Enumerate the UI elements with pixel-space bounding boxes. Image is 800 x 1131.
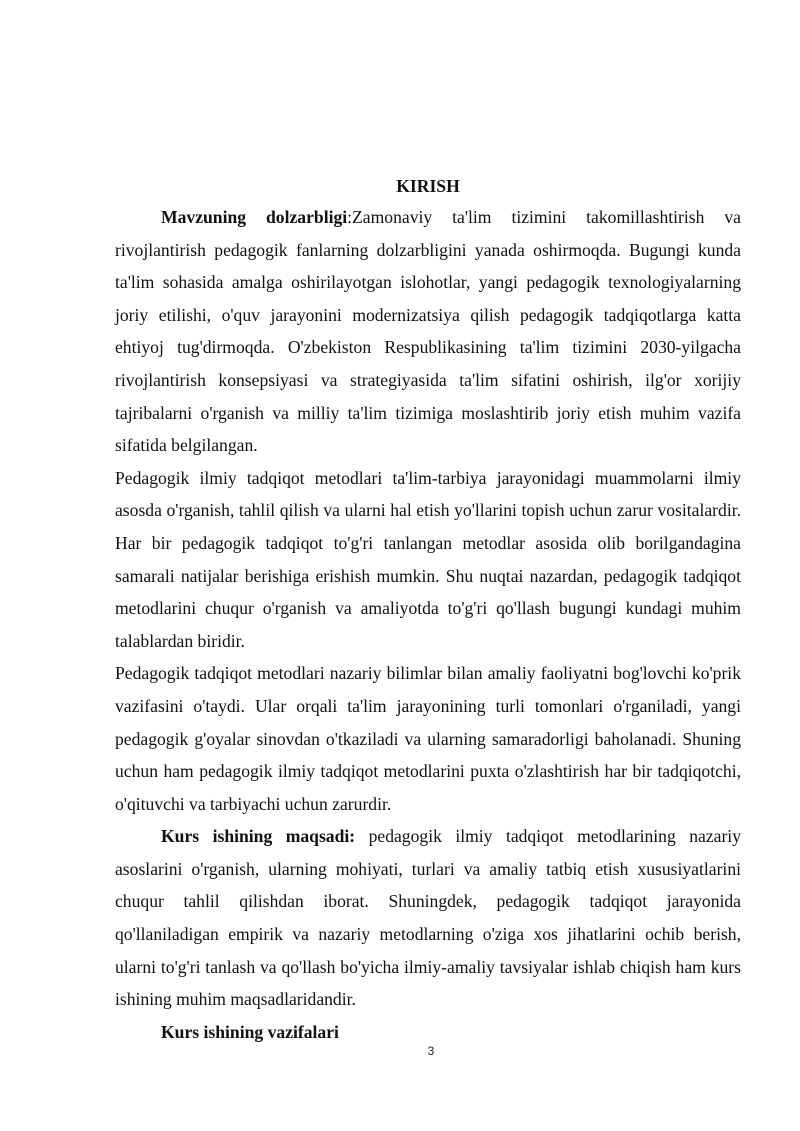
methods-paragraph: Pedagogik ilmiy tadqiqot metodlari ta'lim-tarbiya jarayonidagi muammolarni ilmiy asosda o'rganish, tahlil qilish va ularni hal etish yo'llarini topish uchun zarur vositalardir. Har bir pedagogik tadqiqot to'g'ri tanlangan metodlar asosida olib borilgandagina samarali natijalar berishiga erishish mumkin. Shu nuqtai nazardan, pedagogik tadqiqot metodlarini chuqur o'rganish va amaliyotda to'g'ri qo'llash bugungi kundagi muhim talablardan biridir. [115,467,741,651]
relevance-label: Mavzuning dolzarbligi [161,207,348,227]
goal-label: Kurs ishining maqsadi: [161,826,356,847]
page-number: 3 [427,1044,435,1058]
bridge-paragraph: Pedagogik tadqiqot metodlari nazariy bilimlar bilan amaliy faoliyatni bog'lovchi ko'prik vazifasini o'taydi. Ular orqali ta'lim jarayonining turli tomonlari o'rganiladi, yangi pedagogik g'oyalar sinovdan o'tkaziladi va ularning samaradorligi baholanadi. Shuning uchun ham pedagogik ilmiy tadqiqot metodlarini puxta o'zlashtirish har bir tadqiqotchi, o'qituvchi va tarbiyachi uchun zarurdir. [115,663,741,814]
section-title: KIRISH [396,176,460,196]
tasks-heading: Kurs ishining vazifalari [161,1021,339,1042]
relevance-paragraph [115,201,741,462]
relevance-text: :Zamonaviy ta'lim tizimini takomillashtirish va rivojlantirish pedagogik fanlarning dolzarbligini yanada oshirmoqda. Bugungi kunda ta'lim sohasida amalga oshirilayotgan islohotlar, yangi pedagogik texnologiyalarning joriy etilishi, o'quv jarayonini modernizatsiya qilish pedagogik tadqiqotlarga katta ehtiyoj tug'dirmoqda. O'zbekiston Respublikasining ta'lim tizimini 2030-yilgacha rivojlantirish konsepsiyasi va strategiyasida ta'lim sifatini oshirish, ilg'or xorijiy tajribalarni o'rganish va milliy ta'lim tizimiga moslashtirib joriy etish muhim vazifa sifatida belgilangan. [115,207,741,456]
document-page [115,173,741,1048]
goal-text: pedagogik ilmiy tadqiqot metodlarining nazariy asoslarini o'rganish, ularning mohiyati, turlari va amaliy tatbiq etish xususiyatlarini chuqur tahlil qilishdan iborat. Shuningdek, pedagogik tadqiqot jarayonida qo'llaniladigan empirik va nazariy metodlarning o'ziga xos jihatlarini ochib berish, ularni to'g'ri tanlash va qo'llash bo'yicha ilmiy-amaliy tavsiyalar ishlab chiqish ham kurs ishining muhim maqsadlaridandir. [115,826,741,1010]
goal-paragraph [115,820,741,1016]
